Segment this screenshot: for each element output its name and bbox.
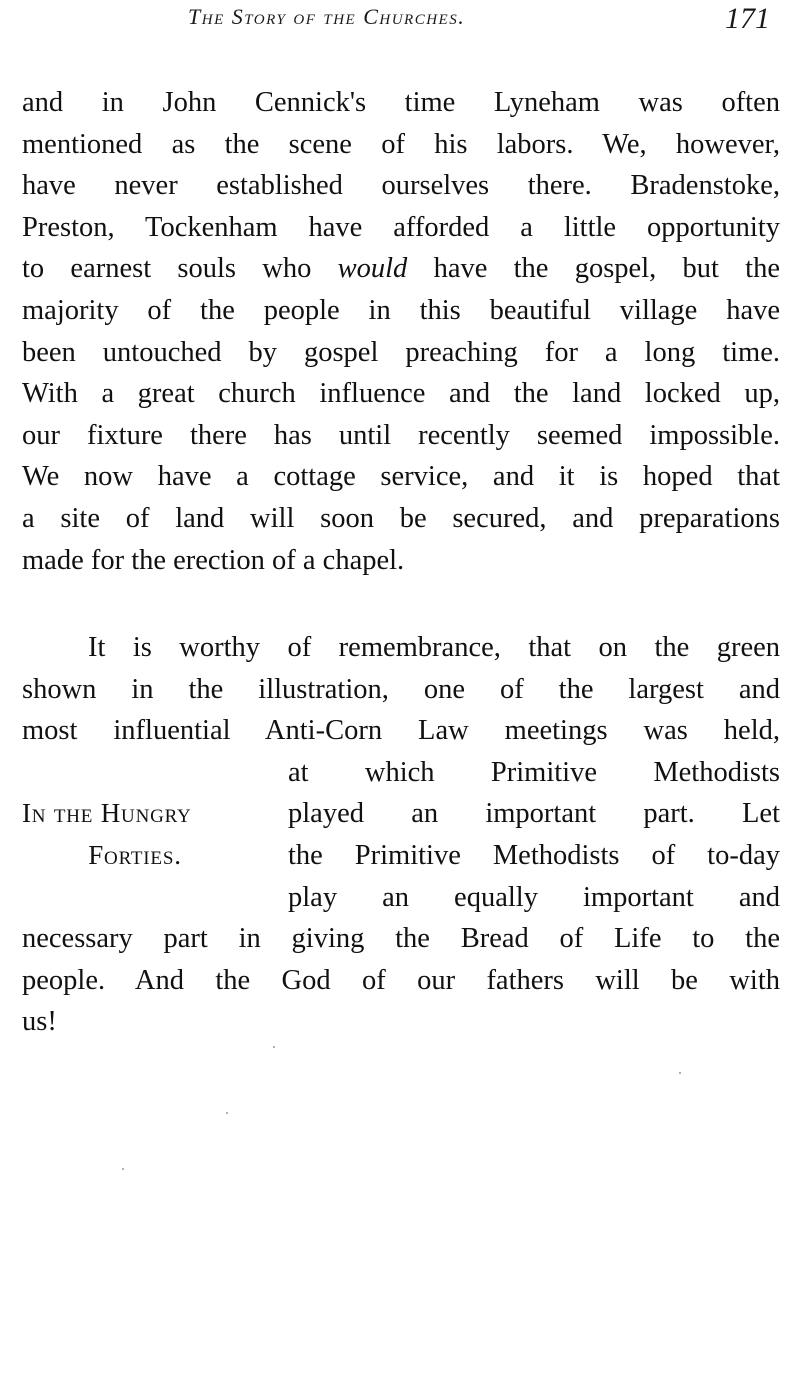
side-note-title: In the Hungry: [22, 798, 192, 829]
text-line: Preston, Tockenham have afforded a little opportunity: [22, 211, 780, 243]
text-line: our fixture there has until recently seemed impossible.: [22, 419, 780, 451]
side-note-title: Forties.: [88, 839, 182, 870]
paragraph-1: [22, 82, 780, 581]
sidenote-row: [22, 752, 780, 794]
text-line: It is worthy of remembrance, that on the green: [88, 632, 780, 663]
paragraph-2: [22, 627, 780, 1043]
text-line: made for the erection of a chapel.: [22, 544, 405, 576]
text-line: a site of land will soon be secured, and preparations: [22, 502, 780, 534]
text-line: and in John Cennick's time Lyneham was often: [22, 87, 780, 118]
text-line: majority of the people in this beautiful village have: [22, 294, 780, 326]
sidenote-row: [22, 793, 780, 835]
text-line: We now have a cottage service, and it is hoped that: [22, 461, 780, 493]
text-line: With a great church influence and the land locked up,: [22, 378, 780, 410]
text-line: been untouched by gospel preaching for a long time.: [22, 336, 780, 368]
text-line: shown in the illustration, one of the largest and: [22, 673, 780, 705]
text-line: have never established ourselves there. Bradenstoke,: [22, 170, 780, 202]
text-line: most influential Anti-Corn Law meetings was held,: [22, 715, 780, 747]
text-line: people. And the God of our fathers will be with: [22, 964, 780, 996]
scan-speck: [679, 1072, 681, 1074]
text-line: play an equally important and: [288, 881, 780, 913]
scan-speck: [226, 1112, 228, 1114]
text-line: us!: [22, 1006, 57, 1038]
running-title: The Story of the Churches.: [188, 4, 466, 29]
sidenote-row: [22, 877, 780, 919]
running-header: [0, 4, 800, 44]
scan-speck: [273, 1046, 275, 1048]
page-number: 171: [725, 2, 770, 35]
text-line: the Primitive Methodists of to-day: [288, 839, 780, 871]
text-line: necessary part in giving the Bread of Life to the: [22, 923, 780, 955]
scan-speck: [122, 1168, 124, 1170]
sidenote-row: [22, 835, 780, 877]
text-line: mentioned as the scene of his labors. We, however,: [22, 128, 780, 160]
text-segment: have the gospel, but the: [433, 253, 780, 285]
text-line: at which Primitive Methodists: [288, 756, 780, 788]
text-line: [22, 248, 780, 290]
text-line: played an important part. Let: [288, 798, 780, 830]
text-segment: to earnest souls who: [22, 253, 312, 285]
emphasis-text: would: [337, 253, 408, 285]
